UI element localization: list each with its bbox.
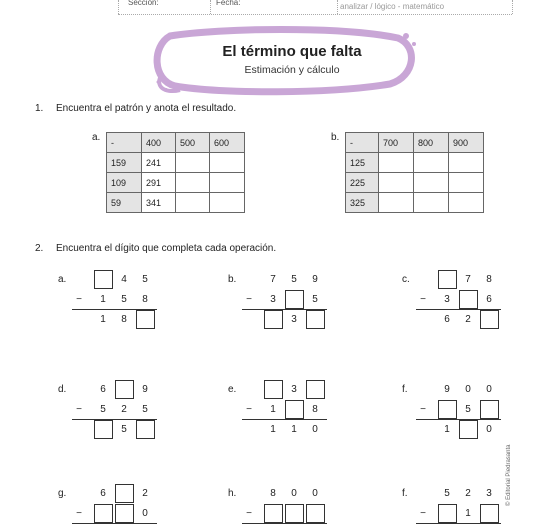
digit-box[interactable] bbox=[306, 380, 325, 399]
table-header-cell: 900 bbox=[449, 133, 484, 153]
minus-sign: − bbox=[420, 508, 426, 519]
table-row bbox=[107, 193, 245, 213]
table-a-label: a. bbox=[92, 132, 101, 143]
digit-box[interactable] bbox=[136, 310, 155, 329]
digit: 9 bbox=[312, 274, 318, 285]
digit: 3 bbox=[291, 314, 297, 325]
result-line bbox=[72, 309, 157, 310]
digit-box[interactable] bbox=[459, 420, 478, 439]
row-header-cell: 125 bbox=[346, 153, 379, 173]
digit: 9 bbox=[444, 384, 450, 395]
digit: 0 bbox=[291, 488, 297, 499]
answer-cell[interactable] bbox=[379, 193, 414, 213]
minus-sign: − bbox=[246, 508, 252, 519]
table-row bbox=[107, 153, 245, 173]
digit: 1 bbox=[100, 294, 106, 305]
operation-label: d. bbox=[58, 384, 67, 395]
minus-sign: − bbox=[246, 404, 252, 415]
table-cell: 291 bbox=[142, 173, 176, 193]
digit: 5 bbox=[142, 274, 148, 285]
digit-box[interactable] bbox=[306, 310, 325, 329]
seccion-label: Sección: bbox=[128, 0, 159, 7]
digit: 8 bbox=[270, 488, 276, 499]
digit-box[interactable] bbox=[480, 400, 499, 419]
publisher-credit: © Editorial Piedrasanta bbox=[506, 444, 512, 506]
digit: 8 bbox=[142, 294, 148, 305]
digit: 7 bbox=[465, 274, 471, 285]
digit: 8 bbox=[486, 274, 492, 285]
table-row bbox=[346, 173, 484, 193]
result-line bbox=[416, 419, 501, 420]
digit-box[interactable] bbox=[480, 310, 499, 329]
minus-sign: − bbox=[76, 294, 82, 305]
digit-box[interactable] bbox=[459, 290, 478, 309]
digit: 5 bbox=[121, 424, 127, 435]
digit: 5 bbox=[291, 274, 297, 285]
answer-cell[interactable] bbox=[176, 173, 210, 193]
digit: 4 bbox=[121, 274, 127, 285]
row-header-cell: 59 bbox=[107, 193, 142, 213]
digit-box[interactable] bbox=[438, 504, 457, 523]
digit: 0 bbox=[465, 384, 471, 395]
skill-text: analizar / lógico - matemático bbox=[340, 2, 445, 11]
answer-cell[interactable] bbox=[414, 193, 449, 213]
digit: 3 bbox=[486, 488, 492, 499]
q1-text: Encuentra el patrón y anota el resultado. bbox=[56, 103, 237, 114]
result-line bbox=[72, 419, 157, 420]
operation-label: a. bbox=[58, 274, 67, 285]
answer-cell[interactable] bbox=[449, 193, 484, 213]
table-header-cell: - bbox=[107, 133, 142, 153]
digit-box[interactable] bbox=[115, 484, 134, 503]
pattern-table-b bbox=[345, 132, 484, 213]
digit: 5 bbox=[121, 294, 127, 305]
digit-box[interactable] bbox=[264, 504, 283, 523]
digit: 3 bbox=[291, 384, 297, 395]
digit: 8 bbox=[121, 314, 127, 325]
answer-cell[interactable] bbox=[379, 173, 414, 193]
digit-box[interactable] bbox=[438, 270, 457, 289]
operation-label: e. bbox=[228, 384, 237, 395]
digit-box[interactable] bbox=[306, 504, 325, 523]
table-b-label: b. bbox=[331, 132, 340, 143]
row-header-cell: 159 bbox=[107, 153, 142, 173]
digit: 2 bbox=[465, 314, 471, 325]
table-row bbox=[107, 173, 245, 193]
digit-box[interactable] bbox=[285, 290, 304, 309]
result-line bbox=[242, 309, 327, 310]
minus-sign: − bbox=[76, 508, 82, 519]
digit: 1 bbox=[444, 424, 450, 435]
digit: 5 bbox=[142, 404, 148, 415]
digit: 2 bbox=[142, 488, 148, 499]
table-cell: 241 bbox=[142, 153, 176, 173]
digit-box[interactable] bbox=[285, 400, 304, 419]
digit-box[interactable] bbox=[285, 504, 304, 523]
answer-cell[interactable] bbox=[176, 193, 210, 213]
table-header-cell: - bbox=[346, 133, 379, 153]
digit: 2 bbox=[465, 488, 471, 499]
result-line bbox=[242, 419, 327, 420]
answer-cell[interactable] bbox=[449, 173, 484, 193]
digit: 6 bbox=[486, 294, 492, 305]
fecha-label: Fecha: bbox=[216, 0, 241, 7]
page-subtitle: Estimación y cálculo bbox=[244, 64, 340, 76]
digit: 6 bbox=[100, 488, 106, 499]
digit: 3 bbox=[270, 294, 276, 305]
digit-box[interactable] bbox=[115, 380, 134, 399]
answer-cell[interactable] bbox=[210, 173, 245, 193]
operation-label: f. bbox=[402, 384, 408, 395]
page-title: El término que falta bbox=[222, 43, 362, 60]
digit-box[interactable] bbox=[94, 270, 113, 289]
digit: 1 bbox=[100, 314, 106, 325]
minus-sign: − bbox=[420, 404, 426, 415]
operation-label: h. bbox=[228, 488, 237, 499]
digit: 1 bbox=[291, 424, 297, 435]
digit: 6 bbox=[444, 314, 450, 325]
row-header-cell: 225 bbox=[346, 173, 379, 193]
digit-box[interactable] bbox=[264, 310, 283, 329]
digit: 3 bbox=[444, 294, 450, 305]
digit: 0 bbox=[486, 424, 492, 435]
operation-label: f. bbox=[402, 488, 408, 499]
q1-number: 1. bbox=[35, 103, 44, 114]
answer-cell[interactable] bbox=[414, 173, 449, 193]
digit: 8 bbox=[312, 404, 318, 415]
table-cell: 341 bbox=[142, 193, 176, 213]
digit: 2 bbox=[121, 404, 127, 415]
table-header-cell: 700 bbox=[379, 133, 414, 153]
digit: 5 bbox=[100, 404, 106, 415]
digit: 9 bbox=[142, 384, 148, 395]
digit: 0 bbox=[312, 424, 318, 435]
digit: 5 bbox=[312, 294, 318, 305]
digit-box[interactable] bbox=[136, 420, 155, 439]
table-header-cell: 400 bbox=[142, 133, 176, 153]
digit: 1 bbox=[270, 424, 276, 435]
answer-cell[interactable] bbox=[414, 153, 449, 173]
answer-cell[interactable] bbox=[210, 153, 245, 173]
row-header-cell: 109 bbox=[107, 173, 142, 193]
minus-sign: − bbox=[420, 294, 426, 305]
digit-box[interactable] bbox=[480, 504, 499, 523]
digit: 0 bbox=[486, 384, 492, 395]
digit: 7 bbox=[270, 274, 276, 285]
digit-box[interactable] bbox=[264, 380, 283, 399]
answer-cell[interactable] bbox=[379, 153, 414, 173]
digit: 5 bbox=[444, 488, 450, 499]
digit-box[interactable] bbox=[115, 504, 134, 523]
digit-box[interactable] bbox=[94, 504, 113, 523]
digit: 1 bbox=[465, 508, 471, 519]
title-banner bbox=[140, 24, 420, 96]
answer-cell[interactable] bbox=[210, 193, 245, 213]
table-header-cell: 500 bbox=[176, 133, 210, 153]
table-row bbox=[346, 153, 484, 173]
pattern-table-a bbox=[106, 132, 245, 213]
table-header-cell: 800 bbox=[414, 133, 449, 153]
operation-label: b. bbox=[228, 274, 237, 285]
digit: 1 bbox=[270, 404, 276, 415]
operation-label: g. bbox=[58, 488, 67, 499]
q2-number: 2. bbox=[35, 243, 44, 254]
row-header-cell: 325 bbox=[346, 193, 379, 213]
table-row bbox=[346, 193, 484, 213]
digit: 0 bbox=[142, 508, 148, 519]
table-header-cell: 600 bbox=[210, 133, 245, 153]
q2-text: Encuentra el dígito que completa cada operación. bbox=[56, 243, 277, 254]
digit-box[interactable] bbox=[438, 400, 457, 419]
operation-label: c. bbox=[402, 274, 410, 285]
minus-sign: − bbox=[76, 404, 82, 415]
result-line bbox=[416, 309, 501, 310]
digit: 6 bbox=[100, 384, 106, 395]
minus-sign: − bbox=[246, 294, 252, 305]
digit-box[interactable] bbox=[94, 420, 113, 439]
answer-cell[interactable] bbox=[176, 153, 210, 173]
digit: 0 bbox=[312, 488, 318, 499]
answer-cell[interactable] bbox=[449, 153, 484, 173]
digit: 5 bbox=[465, 404, 471, 415]
